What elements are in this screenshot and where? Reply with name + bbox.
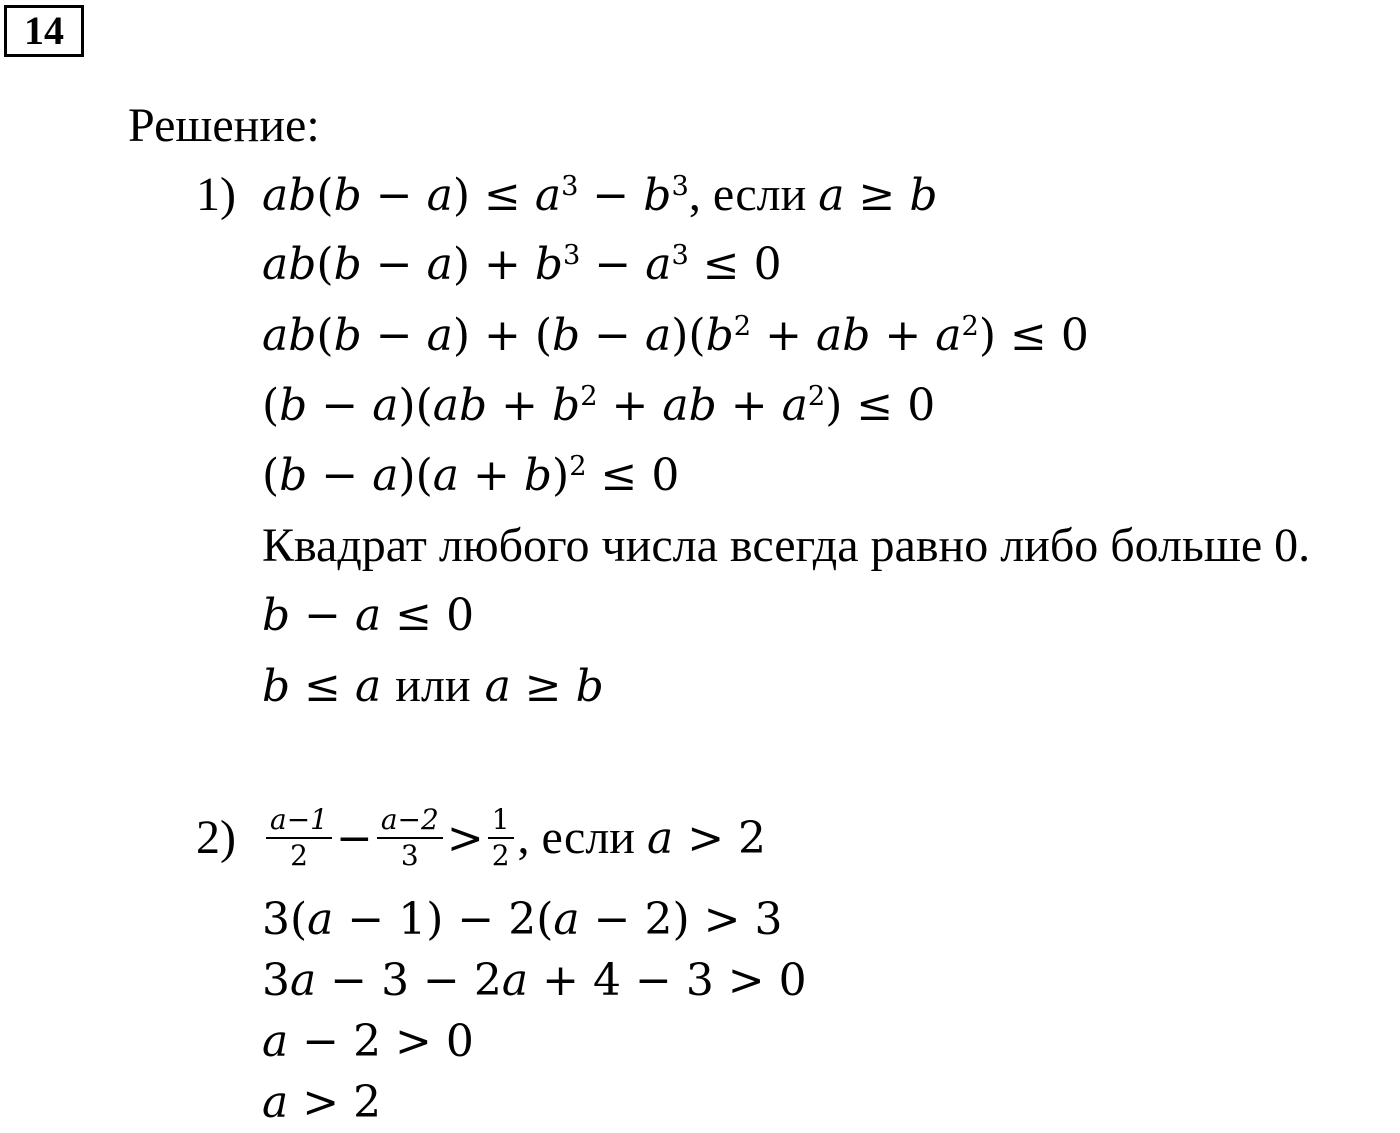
part1-step-4: $(b - a)(a + b)^2 \le 0$ bbox=[262, 450, 680, 501]
part2-step-4: a > 2 bbox=[262, 1077, 382, 1128]
part1-step-2: $ab(b - a) + (b - a)(b^2$ + ab + $a^2) \le 0$ bbox=[262, 310, 1089, 361]
or-word: или bbox=[395, 659, 471, 712]
solution-heading: Решение: bbox=[128, 99, 320, 152]
part2-step-2: 3a − 3 − 2a + 4 − 3 > 0 bbox=[262, 955, 807, 1006]
part1-step-3: $(b - a)(ab + b^2$ + ab + $a^2) \le 0$ bbox=[262, 380, 936, 431]
part2-label: 2) bbox=[196, 811, 236, 864]
part1-conclusion: b ≤ a или a ≥ b bbox=[262, 659, 604, 712]
part1-statement: $ab(b - a) \le a^3 - b^3$, если a ≥ b bbox=[262, 168, 938, 221]
part1-label: 1) bbox=[196, 168, 236, 221]
part2-step-1: 3(a − 1) − 2(a − 2) > 3 bbox=[262, 894, 783, 945]
condition-word-2: если bbox=[541, 811, 635, 864]
part1-step-1: $ab(b - a) + b^3 - a^3 \le 0$ bbox=[262, 239, 782, 290]
part2-statement: $\frac{a-1}{2}$ − $\frac{a-2}{3}$ > $\frac{1}{2}$ , если a > 2 bbox=[262, 795, 766, 882]
part2-step-3: a − 2 > 0 bbox=[262, 1016, 474, 1067]
condition-word: если bbox=[712, 168, 807, 221]
problem-number-badge: 14 bbox=[4, 5, 84, 57]
fraction-2: $\frac{a-2}{3}$ bbox=[377, 803, 443, 873]
fraction-3: $\frac{1}{2}$ bbox=[488, 803, 514, 873]
explanation-text: Квадрат любого числа всегда равно либо больше 0. bbox=[262, 519, 1311, 572]
fraction-1: $\frac{a-1}{2}$ bbox=[266, 803, 332, 873]
part1-step-5: b − a ≤ 0 bbox=[262, 590, 475, 641]
